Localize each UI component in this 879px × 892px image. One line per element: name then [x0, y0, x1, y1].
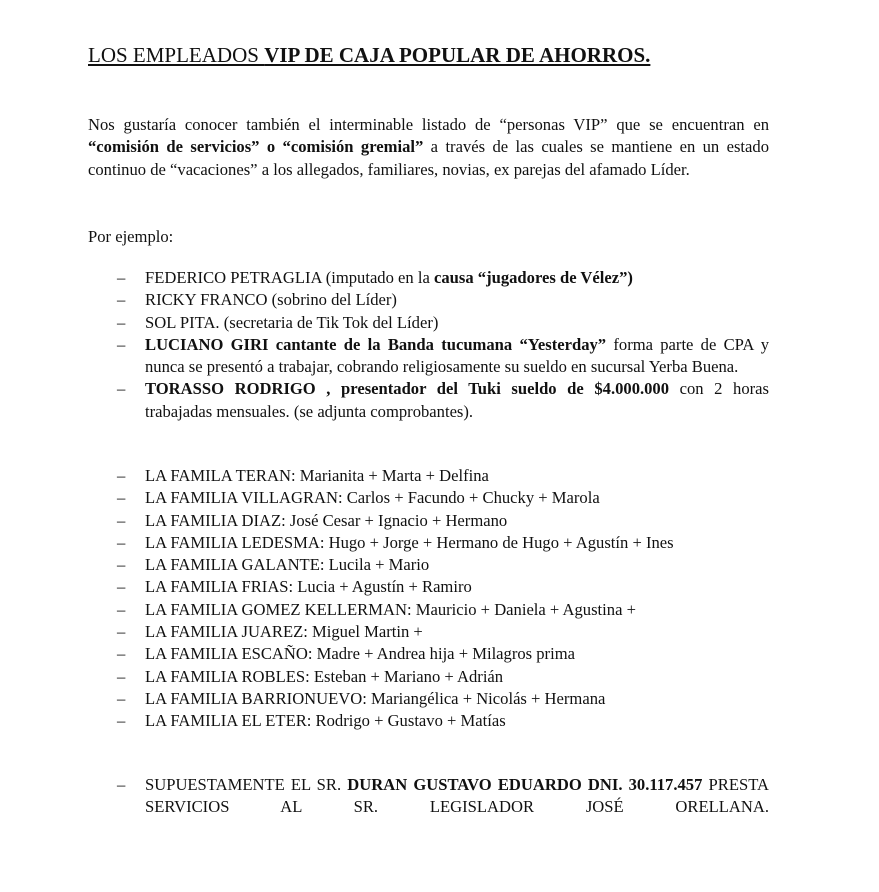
- bullet-dash: –: [117, 312, 126, 332]
- list-item: – LA FAMILIA ESCAÑO: Madre + Andrea hija + Milagros prima: [117, 643, 769, 665]
- list-item: – LA FAMILIA FRIAS: Lucia + Agustín + Ramiro: [117, 576, 769, 598]
- bullet-dash: –: [117, 379, 126, 399]
- bullet-dash: –: [117, 510, 126, 530]
- list-item: – LA FAMILIA VILLAGRAN: Carlos + Facundo + Chucky + Marola: [117, 487, 769, 509]
- list-item: – LA FAMILIA GALANTE: Lucila + Mario: [117, 554, 769, 576]
- bullet-dash: –: [117, 688, 126, 708]
- list-item: – LA FAMILA TERAN: Marianita + Marta + Delfina: [117, 465, 769, 487]
- list-item: – LA FAMILIA GOMEZ KELLERMAN: Mauricio + Daniela + Agustina +: [117, 599, 769, 621]
- bullet-dash: –: [117, 488, 126, 508]
- list-item: – LA FAMILIA BARRIONUEVO: Mariangélica + Nicolás + Hermana: [117, 688, 769, 710]
- example-label: Por ejemplo:: [88, 227, 174, 246]
- bullet-dash: –: [117, 290, 126, 310]
- list-item: – FEDERICO PETRAGLIA (imputado en la causa “jugadores de Vélez”): [117, 267, 769, 289]
- bullet-dash: –: [117, 555, 126, 575]
- final-statement-list: [117, 774, 769, 819]
- bullet-dash: –: [117, 532, 126, 552]
- list-item: – SOL PITA. (secretaria de Tik Tok del Líder): [117, 312, 769, 334]
- list-item: – SUPUESTAMENTE EL SR. DURAN GUSTAVO EDUARDO DNI. 30.117.457 PRESTA SERVICIOS AL SR. LEGISLADOR JOSÉ ORELLANA.: [117, 775, 769, 817]
- bullet-dash: –: [117, 466, 126, 485]
- document-title: LOS EMPLEADOS VIP DE CAJA POPULAR DE AHORROS.: [88, 43, 651, 67]
- intro-paragraph: Nos gustaría conocer también el interminable listado de “personas VIP” que se encuentran en “comisión de servicios” o “comisión gremial” a través de las cuales se mantiene en un estado continuo de “vacaciones” a los allegados, familiares, novias, ex parejas del afamado Líder.: [88, 115, 770, 179]
- bullet-dash: –: [117, 577, 126, 597]
- list-item: – LA FAMILIA EL ETER: Rodrigo + Gustavo + Matías: [117, 710, 769, 732]
- families-list: [117, 465, 769, 733]
- list-item: – LA FAMILIA ROBLES: Esteban + Mariano + Adrián: [117, 666, 769, 688]
- bullet-dash: –: [117, 268, 126, 287]
- bullet-dash: –: [117, 711, 126, 731]
- list-item: – LUCIANO GIRI cantante de la Banda tucumana “Yesterday” forma parte de CPA y nunca se presentó a trabajar, cobrando religiosamente su sueldo en sucursal Yerba Buena.: [117, 334, 770, 377]
- list-item: – RICKY FRANCO (sobrino del Líder): [117, 289, 769, 311]
- persons-list: [117, 267, 769, 423]
- list-item: – LA FAMILIA LEDESMA: Hugo + Jorge + Hermano de Hugo + Agustín + Ines: [117, 532, 769, 554]
- list-item: – LA FAMILIA DIAZ: José Cesar + Ignacio + Hermano: [117, 510, 769, 532]
- bullet-dash: –: [117, 622, 126, 642]
- bullet-dash: –: [117, 334, 126, 354]
- bullet-dash: –: [117, 644, 126, 664]
- bullet-dash: –: [117, 599, 126, 619]
- list-item: – TORASSO RODRIGO , presentador del Tuki sueldo de $4.000.000 con 2 horas trabajadas mensuales. (se adjunta comprobantes).: [117, 379, 769, 421]
- bullet-dash: –: [117, 666, 126, 686]
- bullet-dash: –: [117, 775, 126, 794]
- list-item: – LA FAMILIA JUAREZ: Miguel Martin +: [117, 621, 769, 643]
